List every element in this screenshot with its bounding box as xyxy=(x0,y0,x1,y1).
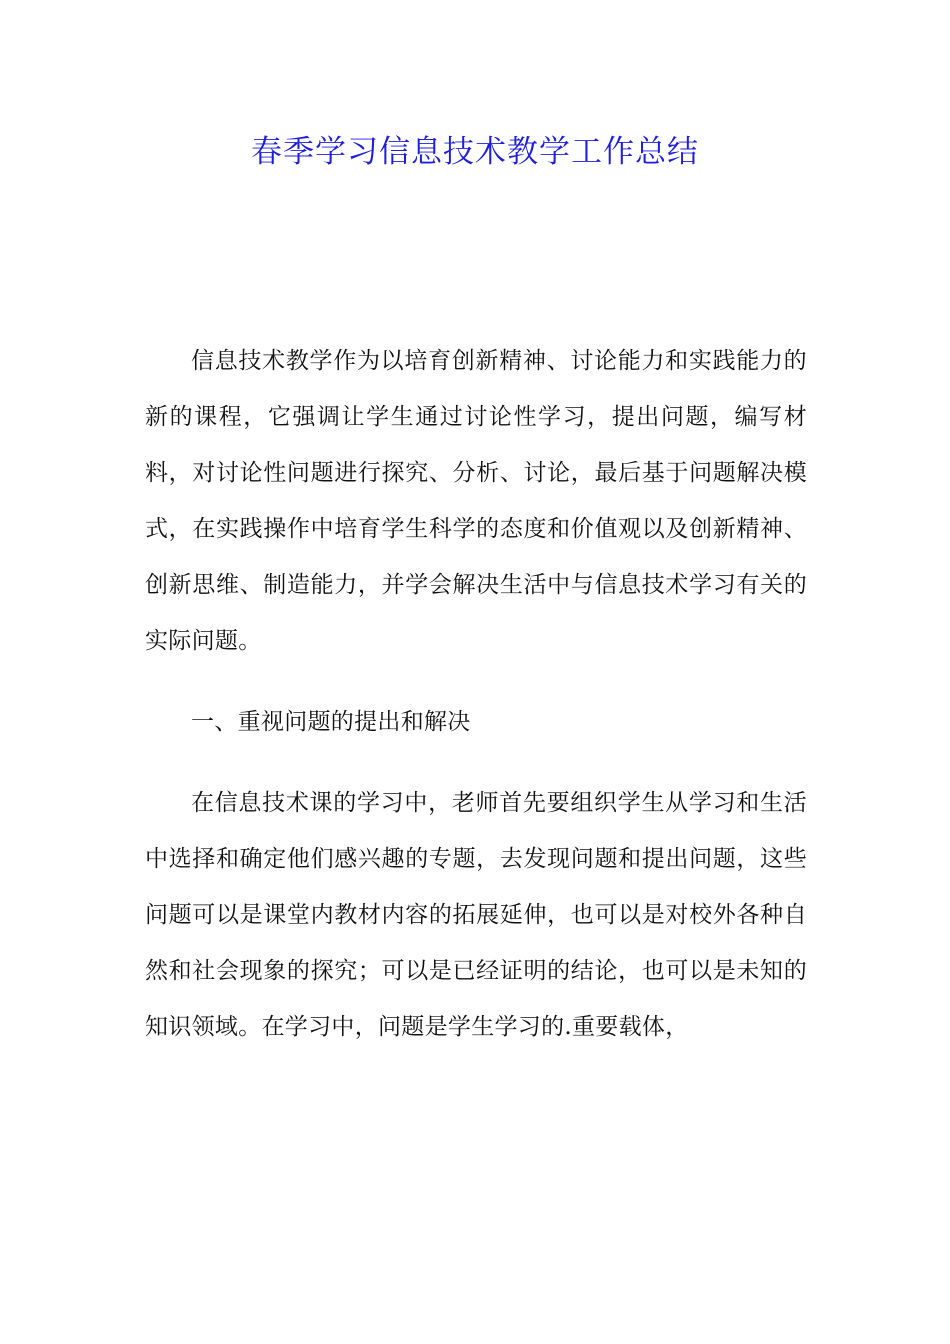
document-body xyxy=(145,333,807,1055)
section-heading-1: 一、重视问题的提出和解决 xyxy=(191,709,471,735)
paragraph-section-1: 在信息技术课的学习中，老师首先要组织学生从学习和生活中选择和确定他们感兴趣的专题，去发现问题和提出问题，这些问题可以是课堂内教材内容的拓展延伸，也可以是对校外各种自然和社会现象的探究；可以是已经证明的结论，也可以是未知的知识领域。在学习中，问题是学生学习的.重要载体， xyxy=(145,790,807,1040)
document-title: 春季学习信息技术教学工作总结 xyxy=(251,134,699,170)
paragraph-intro: 信息技术教学作为以培育创新精神、讨论能力和实践能力的新的课程，它强调让学生通过讨论性学习，提出问题，编写材料，对讨论性问题进行探究、分析、讨论，最后基于问题解决模式，在实践操作中培育学生科学的态度和价值观以及创新精神、创新思维、制造能力，并学会解决生活中与信息技术学习有关的实际问题。 xyxy=(145,348,807,654)
